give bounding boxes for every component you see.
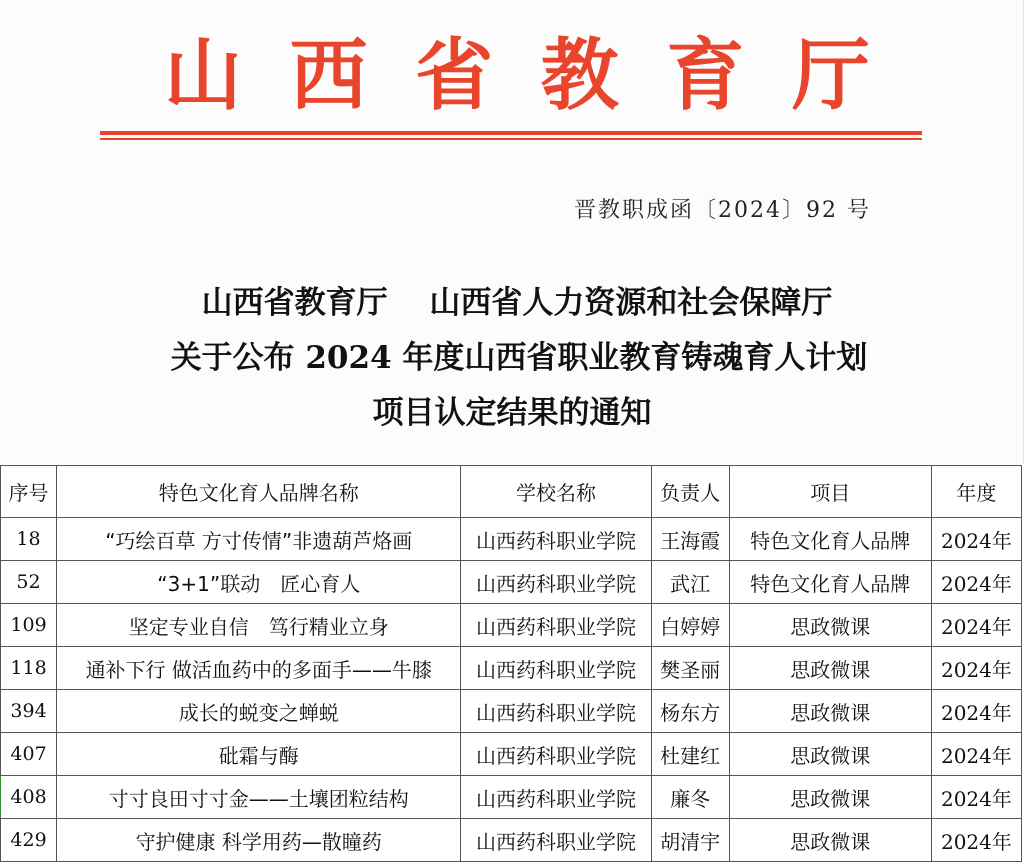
cell-number: 118 — [1, 647, 57, 690]
cell-project: 特色文化育人品牌 — [729, 518, 931, 561]
cell-brand-name: “3+1”联动 匠心育人 — [57, 561, 461, 604]
red-divider-thin — [100, 138, 922, 140]
cell-year: 2024年 — [931, 604, 1021, 647]
org-name-char: 教 — [540, 30, 619, 121]
header-year: 年度 — [931, 466, 1021, 518]
table-row — [1, 690, 1022, 733]
cell-brand-name: 坚定专业自信 笃行精业立身 — [57, 604, 461, 647]
cell-number: 394 — [1, 690, 57, 733]
cell-year: 2024年 — [931, 647, 1021, 690]
cell-school: 山西药科职业学院 — [461, 561, 651, 604]
cell-project: 特色文化育人品牌 — [729, 561, 931, 604]
cell-project: 思政微课 — [729, 776, 931, 819]
title-line: 关于公布 2024 年度山西省职业教育铸魂育人计划 — [170, 340, 868, 376]
cell-project: 思政微课 — [729, 690, 931, 733]
cell-person: 樊圣丽 — [651, 647, 729, 690]
header-brand-name: 特色文化育人品牌名称 — [57, 466, 461, 518]
header-number: 序号 — [1, 466, 57, 518]
table-row — [1, 776, 1022, 819]
document-number: 晋教职成函〔2024〕92 号 — [574, 198, 871, 223]
cell-year: 2024年 — [931, 518, 1021, 561]
cell-person: 廉冬 — [651, 776, 729, 819]
cell-number: 408 — [1, 776, 57, 819]
org-name-char: 山 — [164, 30, 243, 121]
org-name-char: 育 — [666, 30, 745, 121]
cell-brand-name: “巧绘百草 方寸传情”非遗葫芦烙画 — [57, 518, 461, 561]
cell-brand-name: 通补下行 做活血药中的多面手——牛膝 — [57, 647, 461, 690]
cell-project: 思政微课 — [729, 819, 931, 862]
org-name-header — [100, 26, 922, 126]
cell-school: 山西药科职业学院 — [461, 604, 651, 647]
cell-number: 18 — [1, 518, 57, 561]
cell-person: 武江 — [651, 561, 729, 604]
cell-number: 429 — [1, 819, 57, 862]
cell-person: 胡清宇 — [651, 819, 729, 862]
org-name-char: 西 — [289, 30, 368, 121]
cell-project: 思政微课 — [729, 604, 931, 647]
cell-project: 思政微课 — [729, 733, 931, 776]
header-person: 负责人 — [651, 466, 729, 518]
table-row — [1, 518, 1022, 561]
cell-brand-name: 成长的蜕变之蝉蜕 — [57, 690, 461, 733]
cell-year: 2024年 — [931, 733, 1021, 776]
cell-school: 山西药科职业学院 — [461, 518, 651, 561]
org-name-char: 厅 — [791, 30, 870, 121]
table-row — [1, 604, 1022, 647]
cell-year: 2024年 — [931, 819, 1021, 862]
table-row — [1, 561, 1022, 604]
cell-brand-name: 守护健康 科学用药—散瞳药 — [57, 819, 461, 862]
cell-year: 2024年 — [931, 776, 1021, 819]
org-name-char: 省 — [415, 30, 494, 121]
table-header-row — [1, 466, 1022, 518]
cell-year: 2024年 — [931, 690, 1021, 733]
cell-year: 2024年 — [931, 561, 1021, 604]
cell-brand-name: 砒霜与酶 — [57, 733, 461, 776]
notice-title — [0, 276, 1024, 441]
cell-brand-name: 寸寸良田寸寸金——土壤团粒结构 — [57, 776, 461, 819]
title-line: 山西省教育厅 山西省人力资源和社会保障厅 — [201, 285, 833, 321]
cell-person: 王海霞 — [651, 518, 729, 561]
table-row — [1, 647, 1022, 690]
cell-school: 山西药科职业学院 — [461, 776, 651, 819]
title-line: 项目认定结果的通知 — [372, 395, 652, 431]
cell-person: 杜建红 — [651, 733, 729, 776]
header-project: 项目 — [729, 466, 931, 518]
cell-school: 山西药科职业学院 — [461, 690, 651, 733]
cell-number: 407 — [1, 733, 57, 776]
header-school: 学校名称 — [461, 466, 651, 518]
red-divider-thick — [100, 131, 922, 135]
cell-school: 山西药科职业学院 — [461, 733, 651, 776]
cell-person: 杨东方 — [651, 690, 729, 733]
cell-person: 白婷婷 — [651, 604, 729, 647]
cell-school: 山西药科职业学院 — [461, 647, 651, 690]
cell-number: 109 — [1, 604, 57, 647]
cell-number: 52 — [1, 561, 57, 604]
table-row — [1, 733, 1022, 776]
award-results-table — [0, 465, 1022, 862]
table-row — [1, 819, 1022, 862]
cell-school: 山西药科职业学院 — [461, 819, 651, 862]
cell-project: 思政微课 — [729, 647, 931, 690]
